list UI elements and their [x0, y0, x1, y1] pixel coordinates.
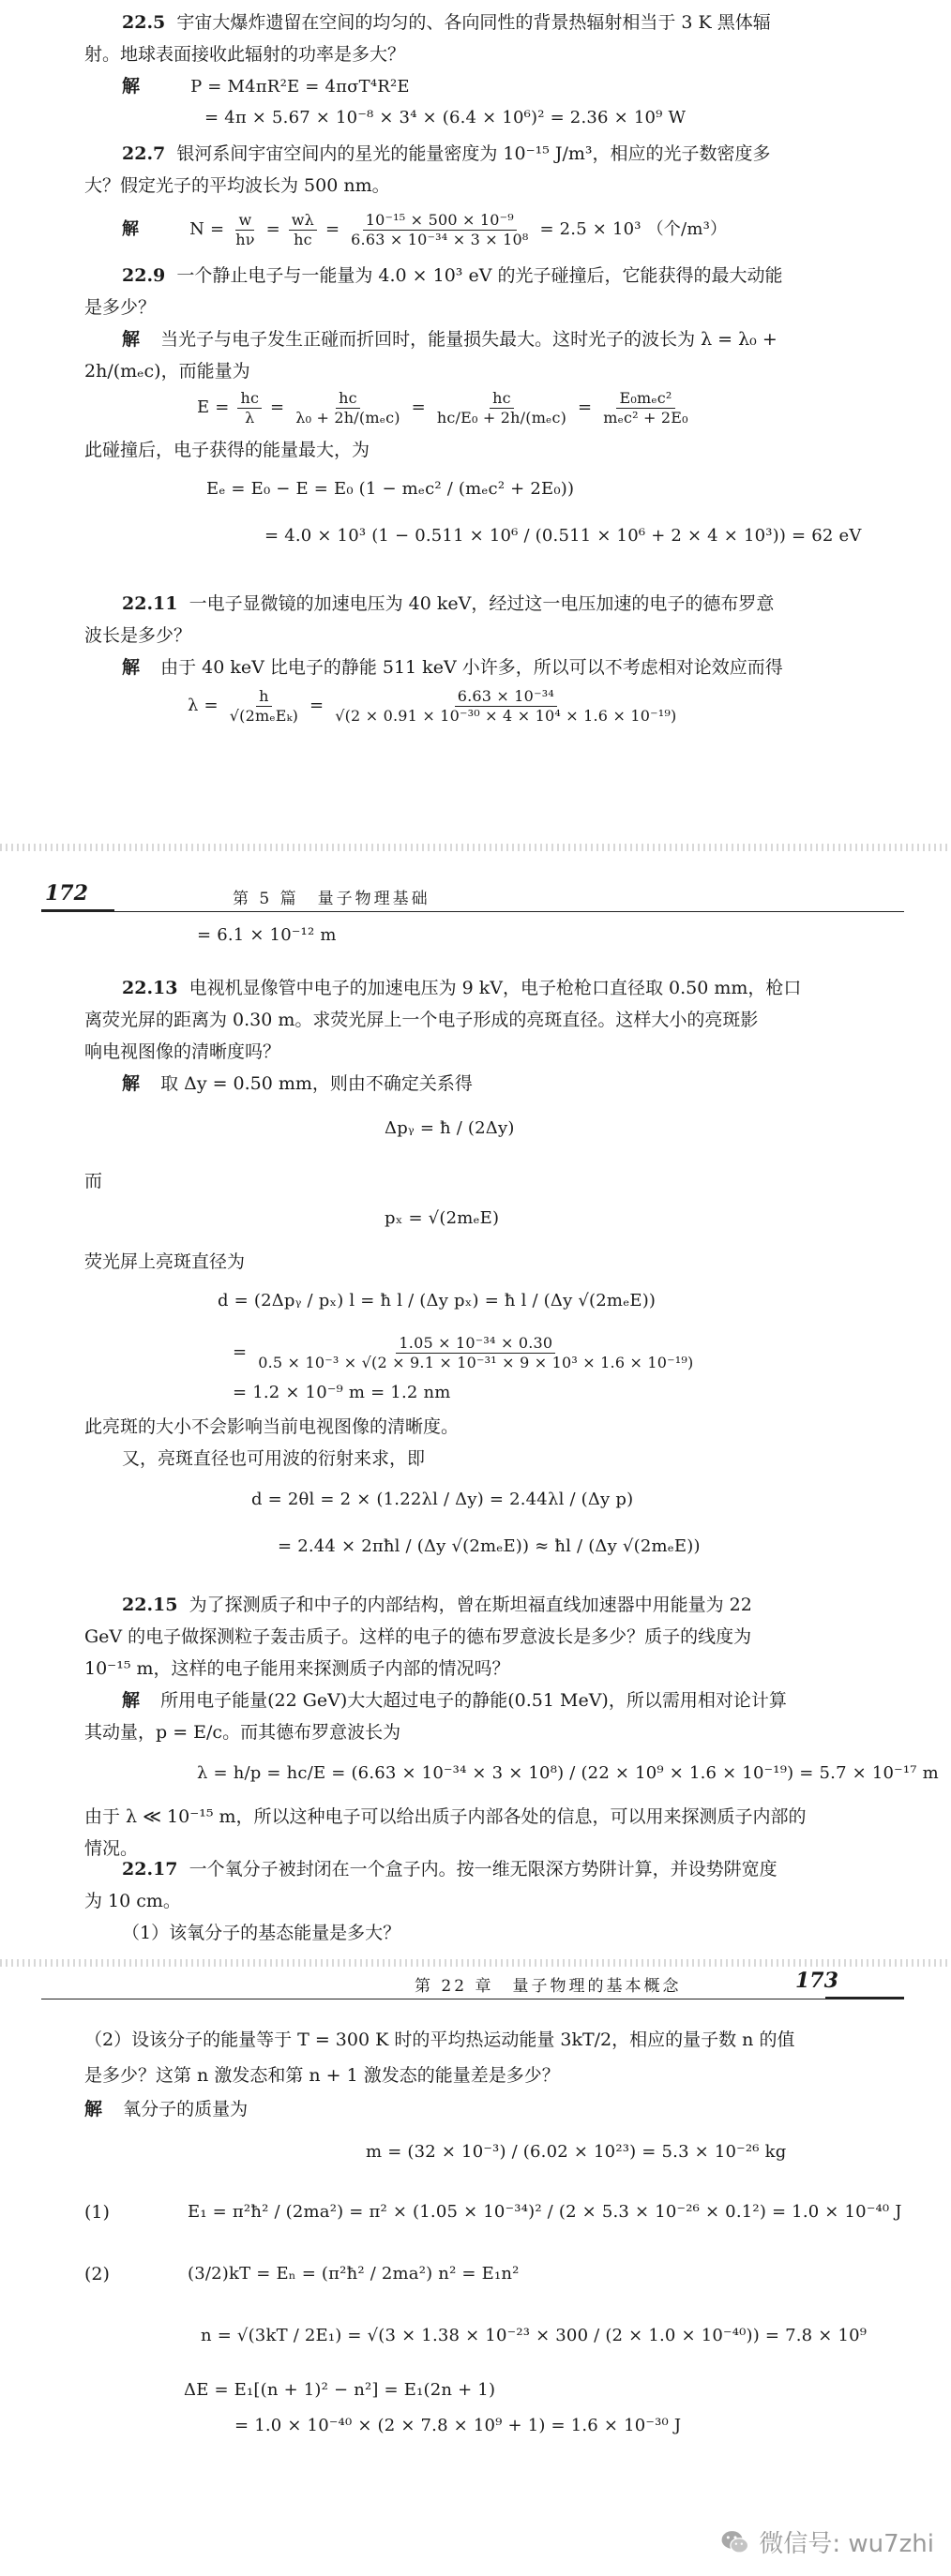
solution-text: 荧光屏上亮斑直径为 — [84, 1251, 246, 1272]
equation-wavelength: λ = $\frac{h}{\text{√(2mₑEₖ)}}$ = $\frac{\text{6.63 × 10⁻³⁴}}{\text{√(2 × 0.91 × 10⁻³⁰ × 4 × 10⁴ × 1.6 × 10⁻¹⁹)}}$ — [188, 686, 677, 725]
problem-text: 为了探测质子和中子的内部结构，曾在斯坦福直线加速器中用能量为 22 — [189, 1595, 752, 1615]
problem-text: 宇宙大爆炸遗留在空间的均匀的、各向同性的背景热辐射相当于 3 K 黑体辐 — [176, 12, 771, 33]
equation: = 2.5 × 10³ （个/m³） — [539, 219, 728, 239]
problem-text: 电视机显像管中电子的加速电压为 9 kV，电子枪枪口直径取 0.50 mm，枪口 — [189, 978, 802, 998]
page-172 — [0, 862, 951, 1950]
solution-label: 解 — [122, 1690, 141, 1711]
equation: d = 2θl = 2 × (1.22λl / Δy) = 2.44λl / (Δy p) — [251, 1490, 634, 1509]
problem-text: GeV 的电子做探测粒子轰击质子。这样的电子的德布罗意波长是多少？质子的线度为 — [84, 1626, 752, 1647]
problem-text: 射。地球表面接收此辐射的功率是多大？ — [84, 44, 406, 65]
problem-text: 大？假定光子的平均波长为 500 nm。 — [84, 175, 390, 196]
problem-number: 22.5 — [122, 12, 166, 33]
solution-label: 解 — [122, 329, 141, 350]
equation: (3/2)kT = Eₙ = (π²ħ² / 2ma²) n² = E₁n² — [188, 2264, 520, 2284]
problem-number: 22.11 — [122, 593, 178, 614]
equals-sign: = — [265, 219, 280, 239]
solution-text: 2h/(mₑc)，而能量为 — [84, 361, 250, 382]
fraction: $\frac{\text{10⁻¹⁵ × 500 × 10⁻⁹}}{\text{6.63 × 10⁻³⁴ × 3 × 10⁸}}$ — [351, 210, 529, 248]
running-head: 第 5 篇 量子物理基础 — [233, 890, 430, 908]
solution-text: 而 — [84, 1171, 103, 1191]
equation: Δpᵧ = ħ / (2Δy) — [385, 1118, 515, 1138]
problem-number: 22.17 — [122, 1859, 178, 1880]
page-divider — [0, 1959, 951, 1967]
solution-text: 此碰撞后，电子获得的能量最大，为 — [84, 440, 370, 460]
problem-text: 离荧光屏的距离为 0.30 m。求荧光屏上一个电子形成的亮斑直径。这样大小的亮斑影 — [84, 1010, 759, 1030]
solution-text: 所用电子能量(22 GeV)大大超过电子的静能(0.51 MeV)，所以需用相对论计算 — [160, 1690, 787, 1711]
solution-label: 解 — [122, 1073, 141, 1094]
equation: N = — [189, 219, 225, 239]
question-part: （1）该氧分子的基态能量是多大？ — [122, 1923, 401, 1943]
solution-label: 解 — [84, 2099, 103, 2119]
equation: = 2.44 × 2πħl / (Δy √(2mₑE)) ≈ ħl / (Δy √(2mₑE)) — [278, 1536, 701, 1556]
part-label: (1) — [84, 2202, 110, 2223]
problem-number: 22.13 — [122, 978, 178, 998]
page-173-continued — [0, 2015, 951, 2576]
solution-text: 取 Δy = 0.50 mm，则由不确定关系得 — [160, 1073, 473, 1094]
problem-text: 响电视图像的清晰度吗？ — [84, 1041, 281, 1062]
page-number: 172 — [45, 881, 88, 906]
equation-energy: E = $\frac{hc}{\lambda}$ = $\frac{hc}{\text{λ₀ + 2h/(mₑc)}}$ = $\frac{hc}{\text{hc/E₀ + 2h/(mₑc)}}$ = $\frac{\text{E₀mₑc²}}{\text{mₑc² + 2E₀}}$ — [197, 388, 688, 427]
problem-number: 22.7 — [122, 143, 166, 164]
header-rule — [41, 911, 904, 912]
solution-label: 解 — [122, 657, 141, 678]
running-head: 第 22 章 量子物理的基本概念 — [415, 1977, 682, 1996]
fraction: $\frac{w\lambda}{hc}$ — [289, 211, 317, 249]
equals-sign: = — [325, 219, 340, 239]
problem-text: 银河系间宇宙空间内的星光的能量密度为 10⁻¹⁵ J/m³，相应的光子数密度多 — [176, 143, 771, 164]
problem-text: 是多少？ — [84, 297, 157, 318]
problem-text: 波长是多少？ — [84, 625, 192, 646]
equation: λ = h/p = hc/E = (6.63 × 10⁻³⁴ × 3 × 10⁸) / (22 × 10⁹ × 1.6 × 10⁻¹⁹) = 5.7 × 10⁻¹⁷ m — [197, 1763, 939, 1783]
part-label: (2) — [84, 2264, 110, 2284]
equation: = 1.0 × 10⁻⁴⁰ × (2 × 7.8 × 10⁹ + 1) = 1.6 × 10⁻³⁰ J — [234, 2416, 682, 2435]
equation: = 1.2 × 10⁻⁹ m = 1.2 nm — [233, 1383, 451, 1402]
question-part: （2）设该分子的能量等于 T = 300 K 时的平均热运动能量 3kT/2，相应的量子数 n 的值 — [84, 2029, 795, 2050]
watermark-text: 微信号: wu7zhi — [759, 2530, 934, 2558]
equation: ΔE = E₁[(n + 1)² − n²] = E₁(2n + 1) — [184, 2380, 496, 2400]
equation: E₁ = π²ħ² / (2ma²) = π² × (1.05 × 10⁻³⁴)² / (2 × 5.3 × 10⁻²⁶ × 0.1²) = 1.0 × 10⁻⁴⁰ J — [188, 2202, 902, 2222]
problem-text: 一个静止电子与一能量为 4.0 × 10³ eV 的光子碰撞后，它能获得的最大动能 — [176, 265, 783, 286]
page-divider — [0, 844, 951, 851]
page-number: 173 — [795, 1969, 838, 1993]
solution-text: 由于 40 keV 比电子的静能 511 keV 小许多，所以可以不考虑相对论效应而得 — [160, 657, 783, 678]
equation: Eₑ = E₀ − E = E₀ (1 − mₑc² / (mₑc² + 2E₀)) — [206, 479, 575, 499]
solution-text: 情况。 — [84, 1838, 139, 1859]
problem-text: 为 10 cm。 — [84, 1891, 181, 1911]
solution-text: 由于 λ ≪ 10⁻¹⁵ m，所以这种电子可以给出质子内部各处的信息，可以用来探测质子内部的 — [84, 1806, 807, 1827]
solution-text: 此亮斑的大小不会影响当前电视图像的清晰度。 — [84, 1416, 460, 1437]
problem-text: 一电子显微镜的加速电压为 40 keV，经过这一电压加速的电子的德布罗意 — [189, 593, 775, 614]
equation-continued: = 6.1 × 10⁻¹² m — [197, 925, 337, 945]
equation: P = M4πR²E = 4πσT⁴R²E — [190, 77, 410, 97]
watermark — [719, 2524, 934, 2559]
equation-fraction: = $\frac{\text{1.05 × 10⁻³⁴ × 0.30}}{\text{0.5 × 10⁻³ × √(2 × 9.1 × 10⁻³¹ × 9 × 10³ × 1.6 × 10⁻¹⁹)}}$ — [233, 1333, 694, 1371]
question-part: 是多少？这第 n 激发态和第 n + 1 激发态的能量差是多少？ — [84, 2065, 560, 2086]
equation: m = (32 × 10⁻³) / (6.02 × 10²³) = 5.3 × 10⁻²⁶ kg — [366, 2142, 787, 2162]
problem-text: 一个氧分子被封闭在一个盒子内。按一维无限深方势阱计算，并设势阱宽度 — [189, 1859, 777, 1880]
solution-text: 又，亮斑直径也可用波的衍射来求，即 — [122, 1448, 426, 1469]
equation: pₓ = √(2mₑE) — [385, 1208, 500, 1228]
equation: = 4π × 5.67 × 10⁻⁸ × 3⁴ × (6.4 × 10⁶)² = 2.36 × 10⁹ W — [204, 108, 687, 127]
solution-text: 当光子与电子发生正碰而折回时，能量损失最大。这时光子的波长为 λ = λ₀ + — [160, 329, 777, 350]
equation: = 4.0 × 10³ (1 − 0.511 × 10⁶ / (0.511 × 10⁶ + 2 × 4 × 10³)) = 62 eV — [264, 526, 862, 546]
page-top-section — [0, 0, 951, 844]
solution-label: 解 — [122, 219, 140, 239]
footer-rule — [825, 1997, 904, 1999]
equation: n = √(3kT / 2E₁) = √(3 × 1.38 × 10⁻²³ × 300 / (2 × 1.0 × 10⁻⁴⁰)) = 7.8 × 10⁹ — [201, 2326, 868, 2345]
problem-number: 22.15 — [122, 1595, 178, 1615]
wechat-icon — [719, 2526, 751, 2558]
solution-label: 解 — [122, 76, 141, 97]
fraction: $\frac{w}{h\nu}$ — [235, 210, 255, 248]
solution-text: 氧分子的质量为 — [123, 2099, 249, 2119]
problem-text: 10⁻¹⁵ m，这样的电子能用来探测质子内部的情况吗？ — [84, 1658, 510, 1679]
problem-number: 22.9 — [122, 265, 166, 286]
equation: d = (2Δpᵧ / pₓ) l = ħ l / (Δy pₓ) = ħ l / (Δy √(2mₑE)) — [218, 1291, 657, 1310]
solution-text: 其动量，p = E/c。而其德布罗意波长为 — [84, 1722, 401, 1743]
